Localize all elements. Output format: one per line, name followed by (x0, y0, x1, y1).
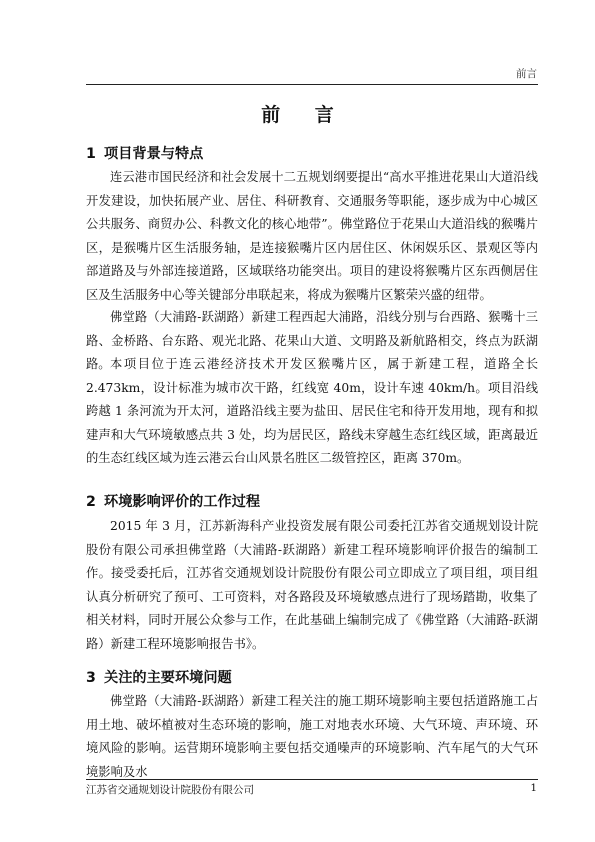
paragraph: 佛堂路（大浦路-跃湖路）新建工程西起大浦路，沿线分别与台西路、猴嘴十三路、金桥路、台东路、观光北路、花果山大道、文明路及新航路相交，终点为跃湖路。 (86, 310, 538, 371)
paragraph: 2015 年 3 月，江苏新海科产业投资发展有限公司委托江苏省交通规划设计院股份有限公司承担佛堂路（大浦路-跃湖路）新建工程环境影响评价报告的编制工作。接受委托后，江苏省交通规划设计院股份有限公司立即成立了项目组，项目组认真分析研究了预可、工可资料，对各路段及环境敏感点进行了现场踏勘，收集了相关材料，同时开展公众参与工作，在此基础上编制完成了《佛堂路（大浦路-跃湖路）新建工程环境影响报告书》。 (86, 519, 538, 651)
section-heading-2 (86, 491, 260, 511)
header-divider (86, 84, 538, 85)
section-title: 环境影响评价的工作过程 (104, 494, 261, 510)
page-number: 1 (530, 782, 537, 794)
section-number: 3 (86, 670, 96, 686)
paragraph: 连云港市国民经济和社会发展十二五规划纲要提出“高水平推进花果山大道沿线开发建设，加快拓展产业、居住、科研教育、交通服务等职能，逐步成为中心城区公共服务、商贸办公、科教文化的核心地带”。佛堂路位于花果山大道沿线的猴嘴片区，是猴嘴片区生活服务轴，是连接猴嘴片区内居住区、休闲娱乐区、景观区等内部道路及与外部连接道路，区域联络功能突出。项目的建设将猴嘴片区东西侧居住区及生活服务中心等关键部分串联起来，将成为猴嘴片区繁荣兴盛的纽带。 (86, 170, 538, 302)
section-heading-1 (86, 143, 203, 163)
section-number: 1 (86, 146, 96, 162)
section-number: 2 (86, 494, 96, 510)
section-title: 项目背景与特点 (104, 146, 204, 162)
paragraph: 本项目位于连云港经济技术开发区猴嘴片区，属于新建工程，道路全长 2.473km，设计标准为城市次干路，红线宽 40m，设计车速 40km/h。项目沿线跨越 1 条河流为开太河，道路沿线主要为盐田、居民住宅和待开发用地，现有和拟建声和大气环境敏感点共 3 处，均为居民区，路线未穿越生态红线区域，距离最近的生态红线区域为连云港云台山风景名胜区二级管控区，距离 370m。 (86, 357, 538, 465)
section-heading-3 (86, 667, 232, 687)
section-title: 关注的主要环境问题 (104, 670, 232, 686)
page-title: 前 言 (261, 104, 348, 126)
footer-divider (86, 779, 538, 780)
paragraph: 佛堂路（大浦路-跃湖路）新建工程关注的施工期环境影响主要包括道路施工占用土地、破坏植被对生态环境的影响，施工对地表水环境、大气环境、声环境、环境风险的影响。运营期环境影响主要包括交通噪声的环境影响、汽车尾气的大气环境影响及水 (86, 694, 538, 779)
running-header: 前言 (516, 68, 537, 80)
footer-organization: 江苏省交通规划设计院股份有限公司 (86, 784, 254, 796)
